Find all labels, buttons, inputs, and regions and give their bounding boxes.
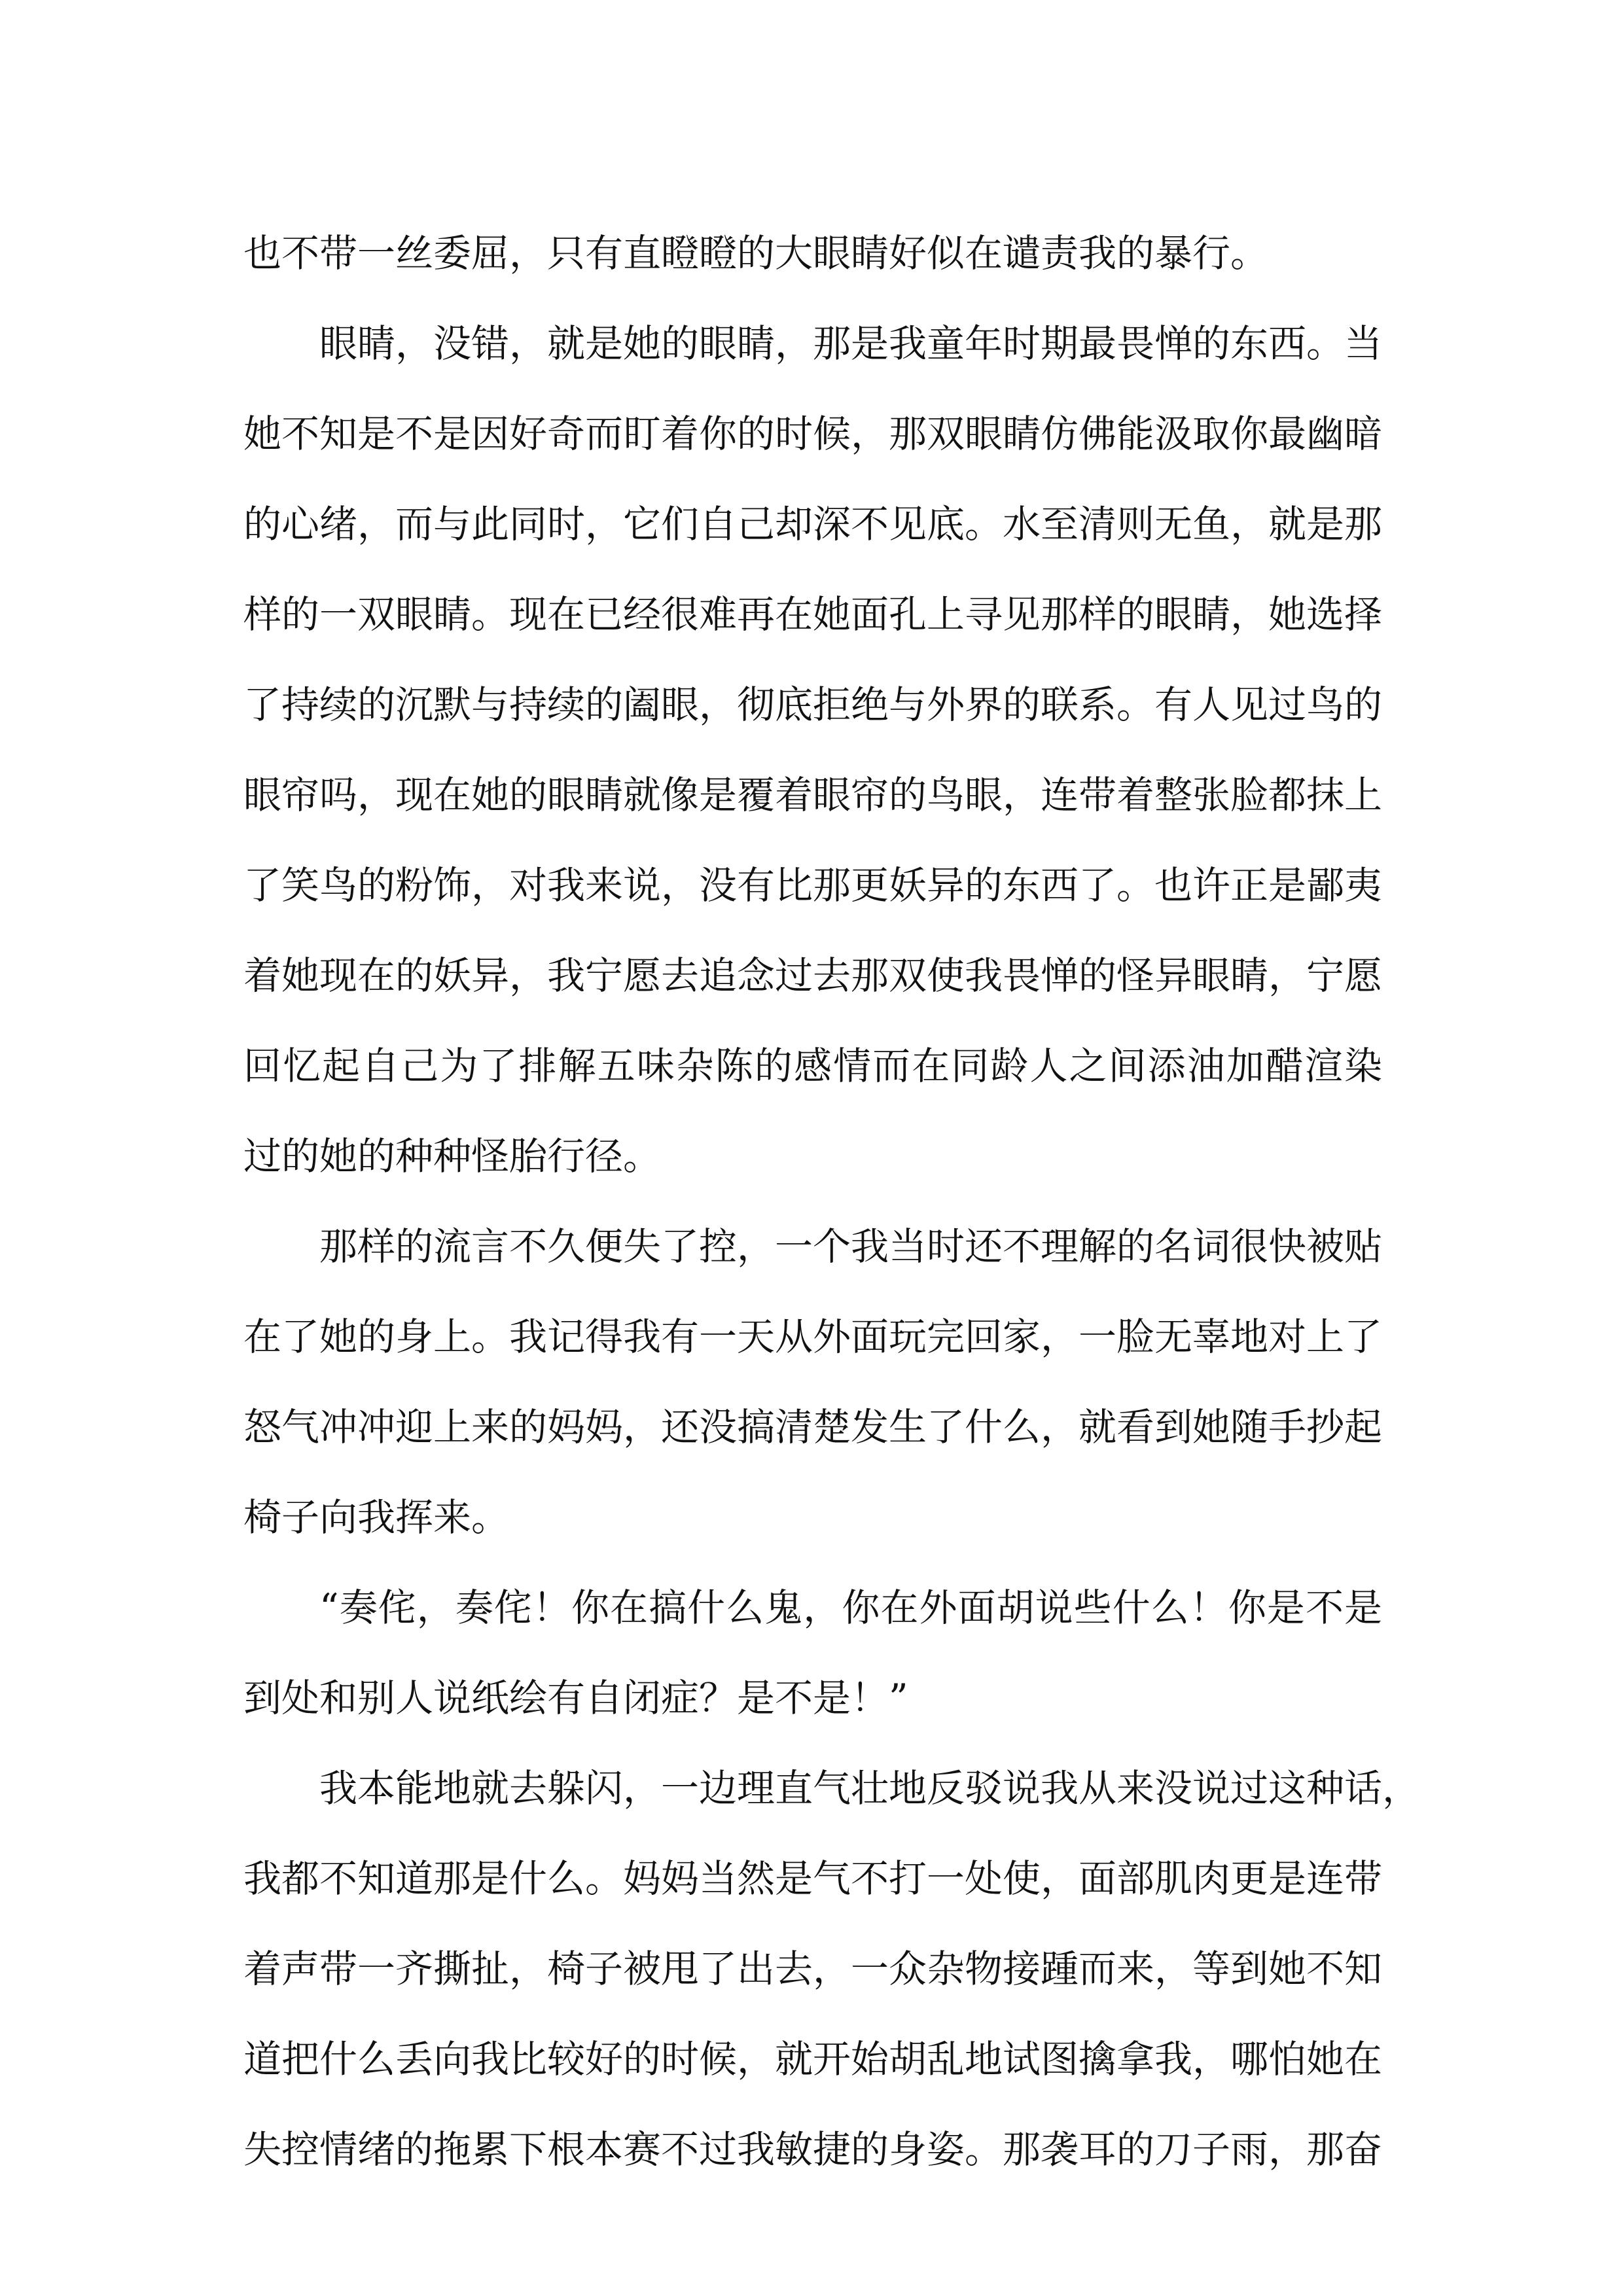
text-line: 了持续的沉默与持续的阖眼，彻底拒绝与外界的联系。有人见过鸟的 [243, 682, 1383, 727]
text-line: 过的她的种种怪胎行径。 [243, 1134, 662, 1178]
text-line: 她不知是不是因好奇而盯着你的时候，那双眼睛仿佛能汲取你最幽暗 [243, 412, 1383, 456]
text-line: 眼睛，没错，就是她的眼睛，那是我童年时期最畏惮的东西。当 [319, 321, 1383, 366]
text-line: 那样的流言不久便失了控，一个我当时还不理解的名词很快被贴 [319, 1224, 1383, 1269]
text-line: 样的一双眼睛。现在已经很难再在她面孔上寻见那样的眼睛，她选择 [243, 592, 1383, 637]
text-line: 也不带一丝委屈，只有直瞪瞪的大眼睛好似在谴责我的暴行。 [243, 231, 1269, 275]
text-line: 椅子向我挥来。 [243, 1495, 510, 1540]
text-line: 的心绪，而与此同时，它们自己却深不见底。水至清则无鱼，就是那 [243, 502, 1383, 546]
text-line: 怒气冲冲迎上来的妈妈，还没搞清楚发生了什么，就看到她随手抄起 [243, 1405, 1383, 1449]
text-line: 我都不知道那是什么。妈妈当然是气不打一处使，面部肌肉更是连带 [243, 1856, 1383, 1901]
text-line: 眼帘吗，现在她的眼睛就像是覆着眼帘的鸟眼，连带着整张脸都抹上 [243, 773, 1383, 817]
text-line: 我本能地就去躲闪，一边理直气壮地反驳说我从来没说过这种话， [319, 1766, 1421, 1810]
body-text [243, 208, 1421, 2195]
text-line: 着声带一齐撕扯，椅子被甩了出去，一众杂物接踵而来，等到她不知 [243, 1947, 1383, 1991]
text-line: 失控情绪的拖累下根本赛不过我敏捷的身姿。那袭耳的刀子雨，那奋 [243, 2127, 1383, 2172]
text-line: “奏侘，奏侘！你在搞什么鬼，你在外面胡说些什么！你是不是 [319, 1585, 1382, 1630]
text-line: 到处和别人说纸绘有自闭症？是不是！” [243, 1676, 908, 1720]
text-line: 道把什么丢向我比较好的时候，就开始胡乱地试图擒拿我，哪怕她在 [243, 2037, 1383, 2081]
text-line: 着她现在的妖异，我宁愿去追念过去那双使我畏惮的怪异眼睛，宁愿 [243, 953, 1383, 998]
text-line: 了笑鸟的粉饰，对我来说，没有比那更妖异的东西了。也许正是鄙夷 [243, 863, 1383, 908]
text-line: 回忆起自己为了排解五味杂陈的感情而在同龄人之间添油加醋渲染 [243, 1044, 1382, 1088]
text-line: 在了她的身上。我记得我有一天从外面玩完回家，一脸无辜地对上了 [243, 1315, 1383, 1359]
